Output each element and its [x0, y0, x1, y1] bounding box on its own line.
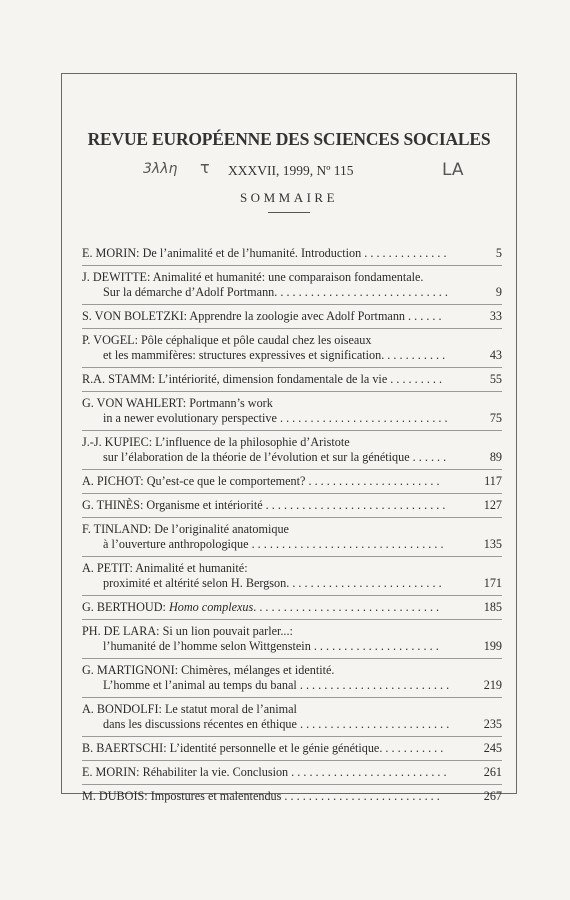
toc-entry[interactable]	[82, 431, 502, 470]
toc-page-number: 185	[483, 600, 502, 614]
toc-page-number: 43	[489, 348, 502, 362]
toc-page-number: 33	[489, 309, 502, 323]
handwritten-note: 3λλη	[143, 161, 178, 177]
toc-entry-text: à l’ouverture anthropologique . . . . . . . . . . . . . . . . . . . . . . . . . . . . . . . .	[103, 537, 444, 551]
toc-entry-text: L’homme et l’animal au temps du banal . . . . . . . . . . . . . . . . . . . . . . . . .	[103, 678, 450, 692]
toc-entry-text: proximité et altérité selon H. Bergson. . . . . . . . . . . . . . . . . . . . . . . . . .	[103, 576, 442, 590]
toc-page-number: 267	[483, 789, 502, 803]
toc-entry-text: E. MORIN: Réhabiliter la vie. Conclusion . . . . . . . . . . . . . . . . . . . . . . . . . .	[82, 765, 447, 779]
toc-entry-text: G. THINÈS: Organisme et intériorité . . . . . . . . . . . . . . . . . . . . . . . . . . . . . .	[82, 498, 446, 512]
toc-page-number: 89	[489, 450, 502, 464]
toc-entry[interactable]	[82, 557, 502, 596]
toc-entry-text: M. DUBOIS: Impostures et malentendus . . . . . . . . . . . . . . . . . . . . . . . . . .	[82, 789, 440, 803]
toc-page-number: 5	[495, 246, 502, 260]
handwritten-note: LA	[442, 160, 464, 180]
toc-entry-text: l’humanité de l’homme selon Wittgenstein . . . . . . . . . . . . . . . . . . . . .	[103, 639, 439, 653]
toc-entry-text: et les mammifères: structures expressives et signification. . . . . . . . . . .	[103, 348, 446, 362]
toc-page-number: 199	[483, 639, 502, 653]
toc-entry[interactable]	[82, 305, 502, 329]
toc-entry-text: A. PICHOT: Qu’est-ce que le comportement? . . . . . . . . . . . . . . . . . . . . . .	[82, 474, 440, 488]
toc-page-number: 245	[483, 741, 502, 755]
toc-entry-text: R.A. STAMM: L’intériorité, dimension fondamentale de la vie . . . . . . . . .	[82, 372, 443, 386]
toc-entry[interactable]	[82, 620, 502, 659]
toc-page-number: 75	[489, 411, 502, 425]
heading-rule	[268, 212, 310, 213]
toc-page-number: 171	[483, 576, 502, 590]
toc-entry-text	[82, 600, 474, 615]
toc-entry[interactable]	[82, 737, 502, 761]
toc-page-number: 235	[483, 717, 502, 731]
toc-entry-text: A. PETIT: Animalité et humanité:	[82, 561, 248, 575]
toc-leader: . . . . . . . . . . . . . . . . . . . . . . . . . . . . . . .	[253, 600, 440, 614]
toc-entry-text: in a newer evolutionary perspective . . . . . . . . . . . . . . . . . . . . . . . . . . . .	[103, 411, 448, 425]
toc-author: G. BERTHOUD:	[82, 600, 169, 614]
toc-entry[interactable]	[82, 698, 502, 737]
toc-entry[interactable]	[82, 329, 502, 368]
toc-page-number: 55	[489, 372, 502, 386]
toc-page-number: 261	[483, 765, 502, 779]
toc-entry-text: S. VON BOLETZKI: Apprendre la zoologie avec Adolf Portmann . . . . . .	[82, 309, 442, 323]
toc-entry[interactable]	[82, 368, 502, 392]
toc-entry-text: E. MORIN: De l’animalité et de l’humanité. Introduction . . . . . . . . . . . . . .	[82, 246, 447, 260]
toc-entry-text: G. VON WAHLERT: Portmann’s work	[82, 396, 273, 410]
section-heading: SOMMAIRE	[239, 190, 339, 205]
toc-entry-text: PH. DE LARA: Si un lion pouvait parler...:	[82, 624, 293, 638]
toc-entry[interactable]	[82, 494, 502, 518]
toc-entry[interactable]	[82, 785, 502, 808]
toc-entry-text: J. DEWITTE: Animalité et humanité: une comparaison fondamentale.	[82, 270, 424, 284]
issue-info: XXXVII, 1999, Nº 115	[228, 163, 354, 178]
journal-title: REVUE EUROPÉENNE DES SCIENCES SOCIALES	[87, 129, 491, 149]
toc-entry[interactable]	[82, 596, 502, 620]
toc-page-number: 219	[483, 678, 502, 692]
toc-entry-text: sur l’élaboration de la théorie de l’évolution et sur la génétique . . . . . .	[103, 450, 447, 464]
toc-page-number: 127	[483, 498, 502, 512]
toc-entry-text: P. VOGEL: Pôle céphalique et pôle caudal chez les oiseaux	[82, 333, 372, 347]
toc-entry-text: B. BAERTSCHI: L’identité personnelle et le génie génétique. . . . . . . . . . .	[82, 741, 444, 755]
handwritten-note: τ	[200, 158, 210, 177]
toc-entry[interactable]	[82, 659, 502, 698]
table-of-contents	[82, 242, 502, 808]
toc-entry-text: J.-J. KUPIEC: L’influence de la philosophie d’Aristote	[82, 435, 350, 449]
toc-page-number: 135	[483, 537, 502, 551]
toc-page-number: 117	[484, 474, 502, 488]
toc-entry-text: dans les discussions récentes en éthique . . . . . . . . . . . . . . . . . . . . . . . . .	[103, 717, 450, 731]
toc-entry[interactable]	[82, 266, 502, 305]
toc-entry-text: Sur la démarche d’Adolf Portmann. . . . . . . . . . . . . . . . . . . . . . . . . . . . .	[103, 285, 448, 299]
toc-entry-text: G. MARTIGNONI: Chimères, mélanges et identité.	[82, 663, 335, 677]
toc-entry[interactable]	[82, 518, 502, 557]
toc-title-italic: Homo complexus	[168, 600, 254, 614]
toc-entry[interactable]	[82, 470, 502, 494]
toc-entry[interactable]	[82, 392, 502, 431]
toc-entry-text: F. TINLAND: De l’originalité anatomique	[82, 522, 289, 536]
toc-page-number: 9	[495, 285, 502, 299]
toc-entry-text: A. BONDOLFI: Le statut moral de l’animal	[82, 702, 297, 716]
toc-entry[interactable]	[82, 242, 502, 266]
toc-entry[interactable]	[82, 761, 502, 785]
